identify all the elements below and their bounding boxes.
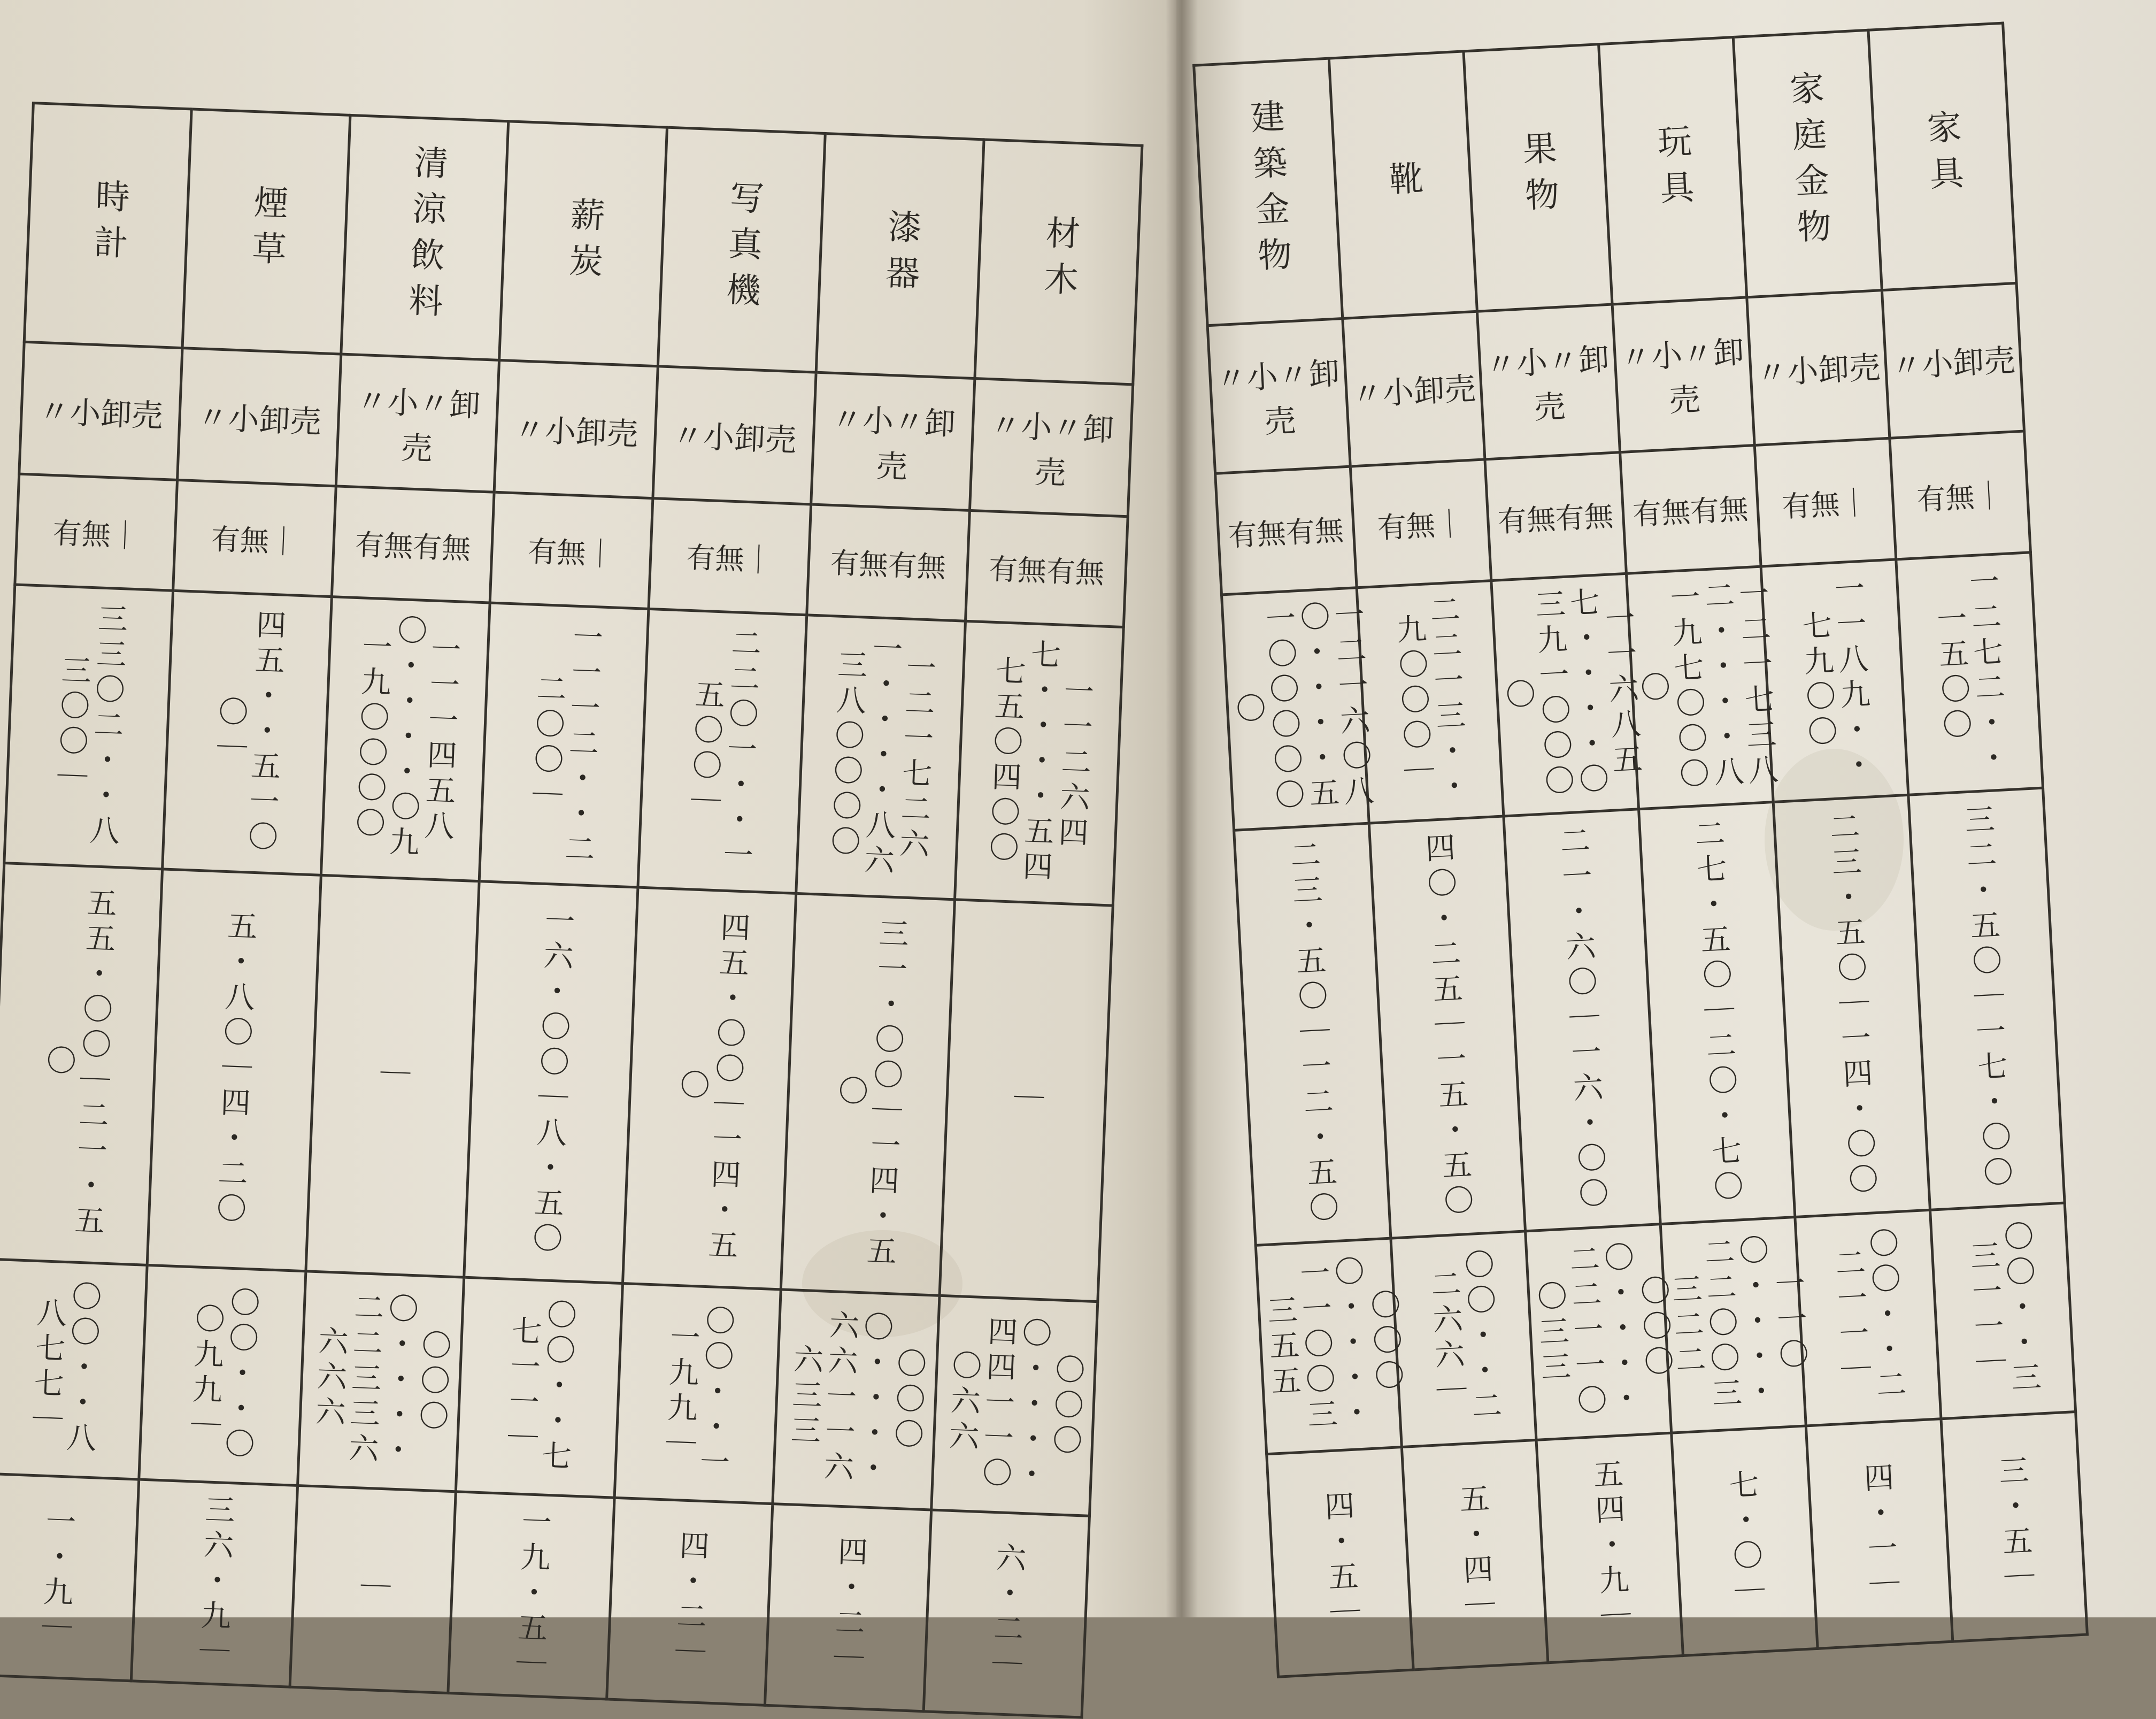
- trade-type: 〃小卸売: [1890, 342, 2016, 385]
- supply-value: 四・二｜: [828, 1535, 869, 1678]
- wage-value: 四五・〇〇｜一四・五〇: [674, 911, 751, 1265]
- header-row: [1194, 23, 2016, 326]
- item-name: 清涼飲料: [402, 144, 449, 329]
- wage-cell: [1369, 816, 1526, 1238]
- ratio-cell: [1526, 1224, 1675, 1440]
- ratio-value: 〇〇〇〇・・・・二二三三六六六六: [310, 1291, 452, 1470]
- ratio-value: 〇〇〇〇・・・・一一〇〇三三五五: [1262, 1255, 1406, 1435]
- presence-cell: [649, 498, 811, 615]
- item-name-cell: [1329, 51, 1477, 319]
- ratio-cell: [1795, 1210, 1941, 1426]
- presence: 有無｜: [1916, 478, 2005, 517]
- wage-cell: [306, 875, 480, 1277]
- wage-value: 三一・〇〇｜一四・五〇: [833, 917, 910, 1271]
- supply-value: 一九・五｜: [511, 1505, 553, 1684]
- trade-type-cell: [1477, 304, 1620, 459]
- presence: 有無有無: [1227, 512, 1345, 553]
- trade-type: 〃小〃卸売: [1214, 355, 1341, 440]
- price-cell: [954, 621, 1123, 905]
- ratio-cell: [139, 1265, 306, 1485]
- price-value: 二二一三・・九〇〇〇｜: [1391, 593, 1470, 807]
- price-value: 四五・・五一〇〇｜: [211, 608, 287, 857]
- ratio-value: 〇〇〇〇・・・・六六一一六六三三: [785, 1309, 928, 1488]
- item-name: 煙草: [245, 183, 289, 278]
- supply-value: 七・〇｜: [1723, 1468, 1766, 1611]
- supply-cell: [1941, 1412, 2087, 1642]
- presence: 有無｜: [1781, 485, 1869, 524]
- price-value: 一二一七三八二・・・・八一九七〇〇〇〇: [1635, 577, 1780, 794]
- price-cell: [479, 603, 648, 887]
- supply-cell: [1806, 1419, 1952, 1649]
- price-cell: [1626, 566, 1780, 809]
- presence: 有無有無: [829, 546, 946, 584]
- presence: 有無｜: [1376, 507, 1465, 545]
- wage-row: [0, 863, 1113, 1302]
- supply-cell: [448, 1492, 614, 1699]
- ratio-value: 〇〇〇〇・・・・二二一一〇〇三三: [1531, 1240, 1675, 1421]
- price-cell: [1896, 552, 2043, 795]
- ratio-row: [1256, 1203, 2075, 1454]
- supply-value: 五・四｜: [1454, 1482, 1496, 1625]
- price-cell: [1761, 559, 1908, 802]
- presence-cell: [332, 486, 494, 603]
- item-name: 写真機: [719, 179, 765, 319]
- ratio-cell: [1930, 1203, 2076, 1419]
- wage-value: 三二・五〇｜一七・〇〇: [1959, 803, 2014, 1193]
- wage-value: ｜: [375, 1057, 411, 1094]
- trade-type: 〃小卸売: [513, 411, 639, 452]
- ratio-value: 〇〇・・七七一一｜: [502, 1298, 578, 1476]
- presence-cell: [1620, 445, 1761, 573]
- presence: 有無有無: [1497, 498, 1614, 539]
- price-value: 一一八九・・七九〇〇: [1796, 572, 1875, 786]
- trade-type-cell: [1207, 318, 1350, 473]
- trade-type-cell: [1612, 297, 1755, 452]
- ratio-cell: [0, 1259, 148, 1479]
- trade-type: 〃小卸売: [196, 399, 322, 441]
- trade-type-cell: [494, 360, 658, 498]
- supply-value: 六・二｜: [987, 1541, 1027, 1684]
- ratio-cell: [1660, 1217, 1810, 1433]
- item-name-cell: [182, 109, 350, 354]
- trade-type-cell: [1342, 311, 1485, 466]
- header-row: [24, 103, 1142, 385]
- wage-cell: [1773, 795, 1930, 1217]
- price-value: 一二一七二六一・・・・八六三八〇〇〇〇: [825, 632, 937, 880]
- wage-cell: [622, 887, 796, 1290]
- wage-value: ｜: [1008, 1081, 1045, 1118]
- trade-type-cell: [1882, 283, 2024, 438]
- wage-row: [1234, 788, 2065, 1245]
- supply-value: 三・五｜: [1993, 1454, 2036, 1597]
- presence: 有無｜: [210, 521, 299, 559]
- supply-value: 三六・九｜: [194, 1493, 236, 1671]
- price-row: [1221, 552, 2043, 831]
- price-cell: [796, 615, 965, 900]
- supply-cell: [1402, 1440, 1548, 1670]
- wage-cell: [464, 881, 638, 1284]
- wage-cell: [1234, 823, 1391, 1245]
- item-name-cell: [816, 133, 983, 378]
- ratio-cell: [297, 1271, 464, 1492]
- trade-type-cell: [19, 342, 183, 480]
- price-cell: [321, 597, 490, 881]
- supply-cell: [765, 1504, 931, 1712]
- price-value: 二二〇一・・一五〇〇｜: [685, 626, 763, 875]
- ratio-value: 〇〇・・〇〇九九｜: [186, 1286, 261, 1464]
- presence-cell: [1485, 452, 1626, 581]
- price-cell: [1357, 581, 1504, 824]
- price-value: 一一一四五八〇・・・・〇九一九〇〇〇〇: [350, 613, 462, 862]
- presence: 有無｜: [686, 540, 774, 578]
- supply-value: 五四・九｜: [1588, 1457, 1632, 1636]
- presence-cell: [1215, 466, 1357, 595]
- presence: 有無｜: [527, 534, 615, 571]
- ratio-value: 〇〇・・一一九九｜: [660, 1304, 736, 1482]
- presence-cell: [1754, 438, 1896, 566]
- supply-value: 四・五｜: [1319, 1489, 1361, 1632]
- supply-cell: [606, 1498, 773, 1705]
- supply-value: 一・九｜: [36, 1505, 77, 1647]
- item-name-cell: [974, 140, 1142, 385]
- presence: 有無有無: [988, 551, 1105, 590]
- wage-cell: [148, 869, 321, 1271]
- supply-cell: [923, 1510, 1090, 1717]
- presence-cell: [965, 510, 1128, 627]
- price-value: 一一一二・・二二〇〇｜: [527, 620, 604, 869]
- supply-value: ｜: [355, 1570, 391, 1607]
- presence-cell: [490, 492, 652, 609]
- supply-cell: [1671, 1426, 1818, 1656]
- presence-cell: [173, 480, 336, 596]
- item-name-cell: [24, 103, 191, 348]
- wage-cell: [940, 900, 1113, 1302]
- wage-value: 一六・〇〇｜八・五〇: [527, 904, 576, 1258]
- item-name-cell: [658, 127, 825, 372]
- trade-type: 〃小〃卸売: [989, 407, 1115, 492]
- ratio-value: 一一〇〇・・・・二二〇〇三三二二: [1666, 1233, 1810, 1414]
- presence-cell: [1889, 431, 2030, 559]
- wage-value: 二三・五〇｜一四・〇〇: [1824, 810, 1880, 1200]
- item-name: 漆器: [879, 208, 922, 302]
- ratio-cell: [1390, 1231, 1536, 1447]
- wage-cell: [0, 863, 163, 1265]
- item-name: 薪炭: [562, 196, 605, 290]
- ratio-value: 〇〇・・二二六六｜: [1425, 1248, 1503, 1426]
- supply-value: 四・一｜: [1858, 1461, 1901, 1605]
- price-row: [4, 585, 1123, 905]
- item-name: 家具: [1920, 108, 1965, 203]
- presence: 有無｜: [52, 516, 140, 553]
- item-name: 家庭金物: [1783, 70, 1832, 256]
- wage-value: 四〇・二五｜一五・五〇: [1420, 831, 1475, 1221]
- wage-cell: [1908, 788, 2065, 1210]
- trade-type-cell: [336, 354, 499, 492]
- item-name-cell: [1733, 30, 1882, 297]
- supply-value: 四・二｜: [669, 1529, 710, 1672]
- ratio-value: 〇〇・・八八七七｜: [27, 1280, 103, 1458]
- item-name: 材木: [1037, 214, 1081, 308]
- trade-type: 〃小卸売: [1351, 370, 1477, 413]
- ratio-cell: [456, 1277, 623, 1498]
- price-cell: [1221, 588, 1375, 831]
- item-name: 果物: [1515, 129, 1560, 224]
- price-cell: [1491, 573, 1644, 816]
- supply-cell: [1536, 1433, 1683, 1663]
- presence: 有無有無: [355, 527, 472, 566]
- presence: 有無有無: [1631, 492, 1749, 532]
- presence-cell: [15, 474, 178, 590]
- trade-type-cell: [653, 366, 817, 504]
- trade-type: 〃小〃卸売: [356, 382, 481, 467]
- supply-cell: [0, 1474, 139, 1681]
- item-name-cell: [499, 121, 667, 366]
- price-cell: [4, 585, 173, 869]
- presence-cell: [1350, 459, 1491, 588]
- trade-type-cell: [178, 348, 341, 486]
- wage-value: 二三・五〇｜一二・五〇: [1285, 838, 1341, 1228]
- trade-type: 〃小卸売: [1755, 349, 1881, 392]
- trade-type: 〃小〃卸売: [1619, 333, 1745, 419]
- trade-type: 〃小卸売: [671, 417, 797, 459]
- ratio-row: [0, 1259, 1098, 1516]
- wage-value: 二一・六〇｜一六・〇〇: [1554, 824, 1610, 1214]
- presence-cell: [807, 504, 969, 621]
- price-value: 三三〇二・・八三〇〇｜: [51, 602, 129, 851]
- wage-cell: [781, 893, 954, 1295]
- ratio-cell: [1256, 1238, 1406, 1454]
- trade-type-cell: [1747, 290, 1890, 446]
- trade-type: 〃小〃卸売: [830, 401, 957, 486]
- item-name: 玩具: [1651, 122, 1696, 217]
- price-value: 一一二六四七・・・・五四七五〇四〇〇: [983, 638, 1095, 887]
- wage-value: 五・八〇｜四・二〇: [211, 909, 258, 1229]
- book-gutter: [1166, 0, 1198, 1617]
- wage-value: 五五・〇〇｜二一・五〇: [41, 886, 118, 1241]
- item-name-cell: [1598, 37, 1747, 305]
- item-name-cell: [1868, 23, 2016, 290]
- ratio-cell: [773, 1290, 940, 1510]
- item-name: 時計: [87, 178, 130, 272]
- wage-cell: [1638, 802, 1795, 1224]
- price-value: 一二七二・・一五〇〇: [1931, 565, 2010, 779]
- item-name-cell: [341, 115, 509, 360]
- price-cell: [163, 590, 332, 875]
- supply-row: [0, 1474, 1089, 1717]
- trade-type-cell: [969, 379, 1133, 517]
- trade-type: 〃小〃卸売: [1484, 340, 1611, 426]
- item-name: 靴: [1382, 159, 1424, 208]
- item-name: 建築金物: [1244, 98, 1293, 284]
- trade-type: 〃小卸売: [38, 393, 164, 434]
- ratio-cell: [931, 1295, 1098, 1516]
- price-value: 一一六八五七・・・・〇三九一〇〇〇〇: [1500, 586, 1644, 801]
- price-cell: [638, 609, 807, 893]
- ratio-value: 〇〇・・二二一一｜: [1830, 1226, 1907, 1405]
- supply-cell: [290, 1485, 456, 1693]
- supply-cell: [1267, 1447, 1413, 1677]
- wage-cell: [1504, 809, 1660, 1231]
- left-price-table: [0, 102, 1143, 1719]
- item-name-cell: [1464, 44, 1612, 312]
- ratio-cell: [614, 1284, 781, 1504]
- supply-row: [1267, 1412, 2088, 1677]
- ratio-value: 〇〇・・三三一一｜: [1965, 1219, 2043, 1398]
- wage-value: 二七・五〇｜二〇・七〇: [1689, 817, 1745, 1207]
- right-price-table: [1192, 21, 2089, 1678]
- ratio-value: 〇〇〇〇・・・・四四一一〇〇六六: [943, 1315, 1086, 1494]
- trade-type-cell: [811, 372, 975, 510]
- price-value: 一二一六〇八〇・・・・五一〇〇〇〇〇〇: [1230, 598, 1375, 816]
- item-name-cell: [1194, 58, 1343, 326]
- supply-cell: [132, 1479, 298, 1687]
